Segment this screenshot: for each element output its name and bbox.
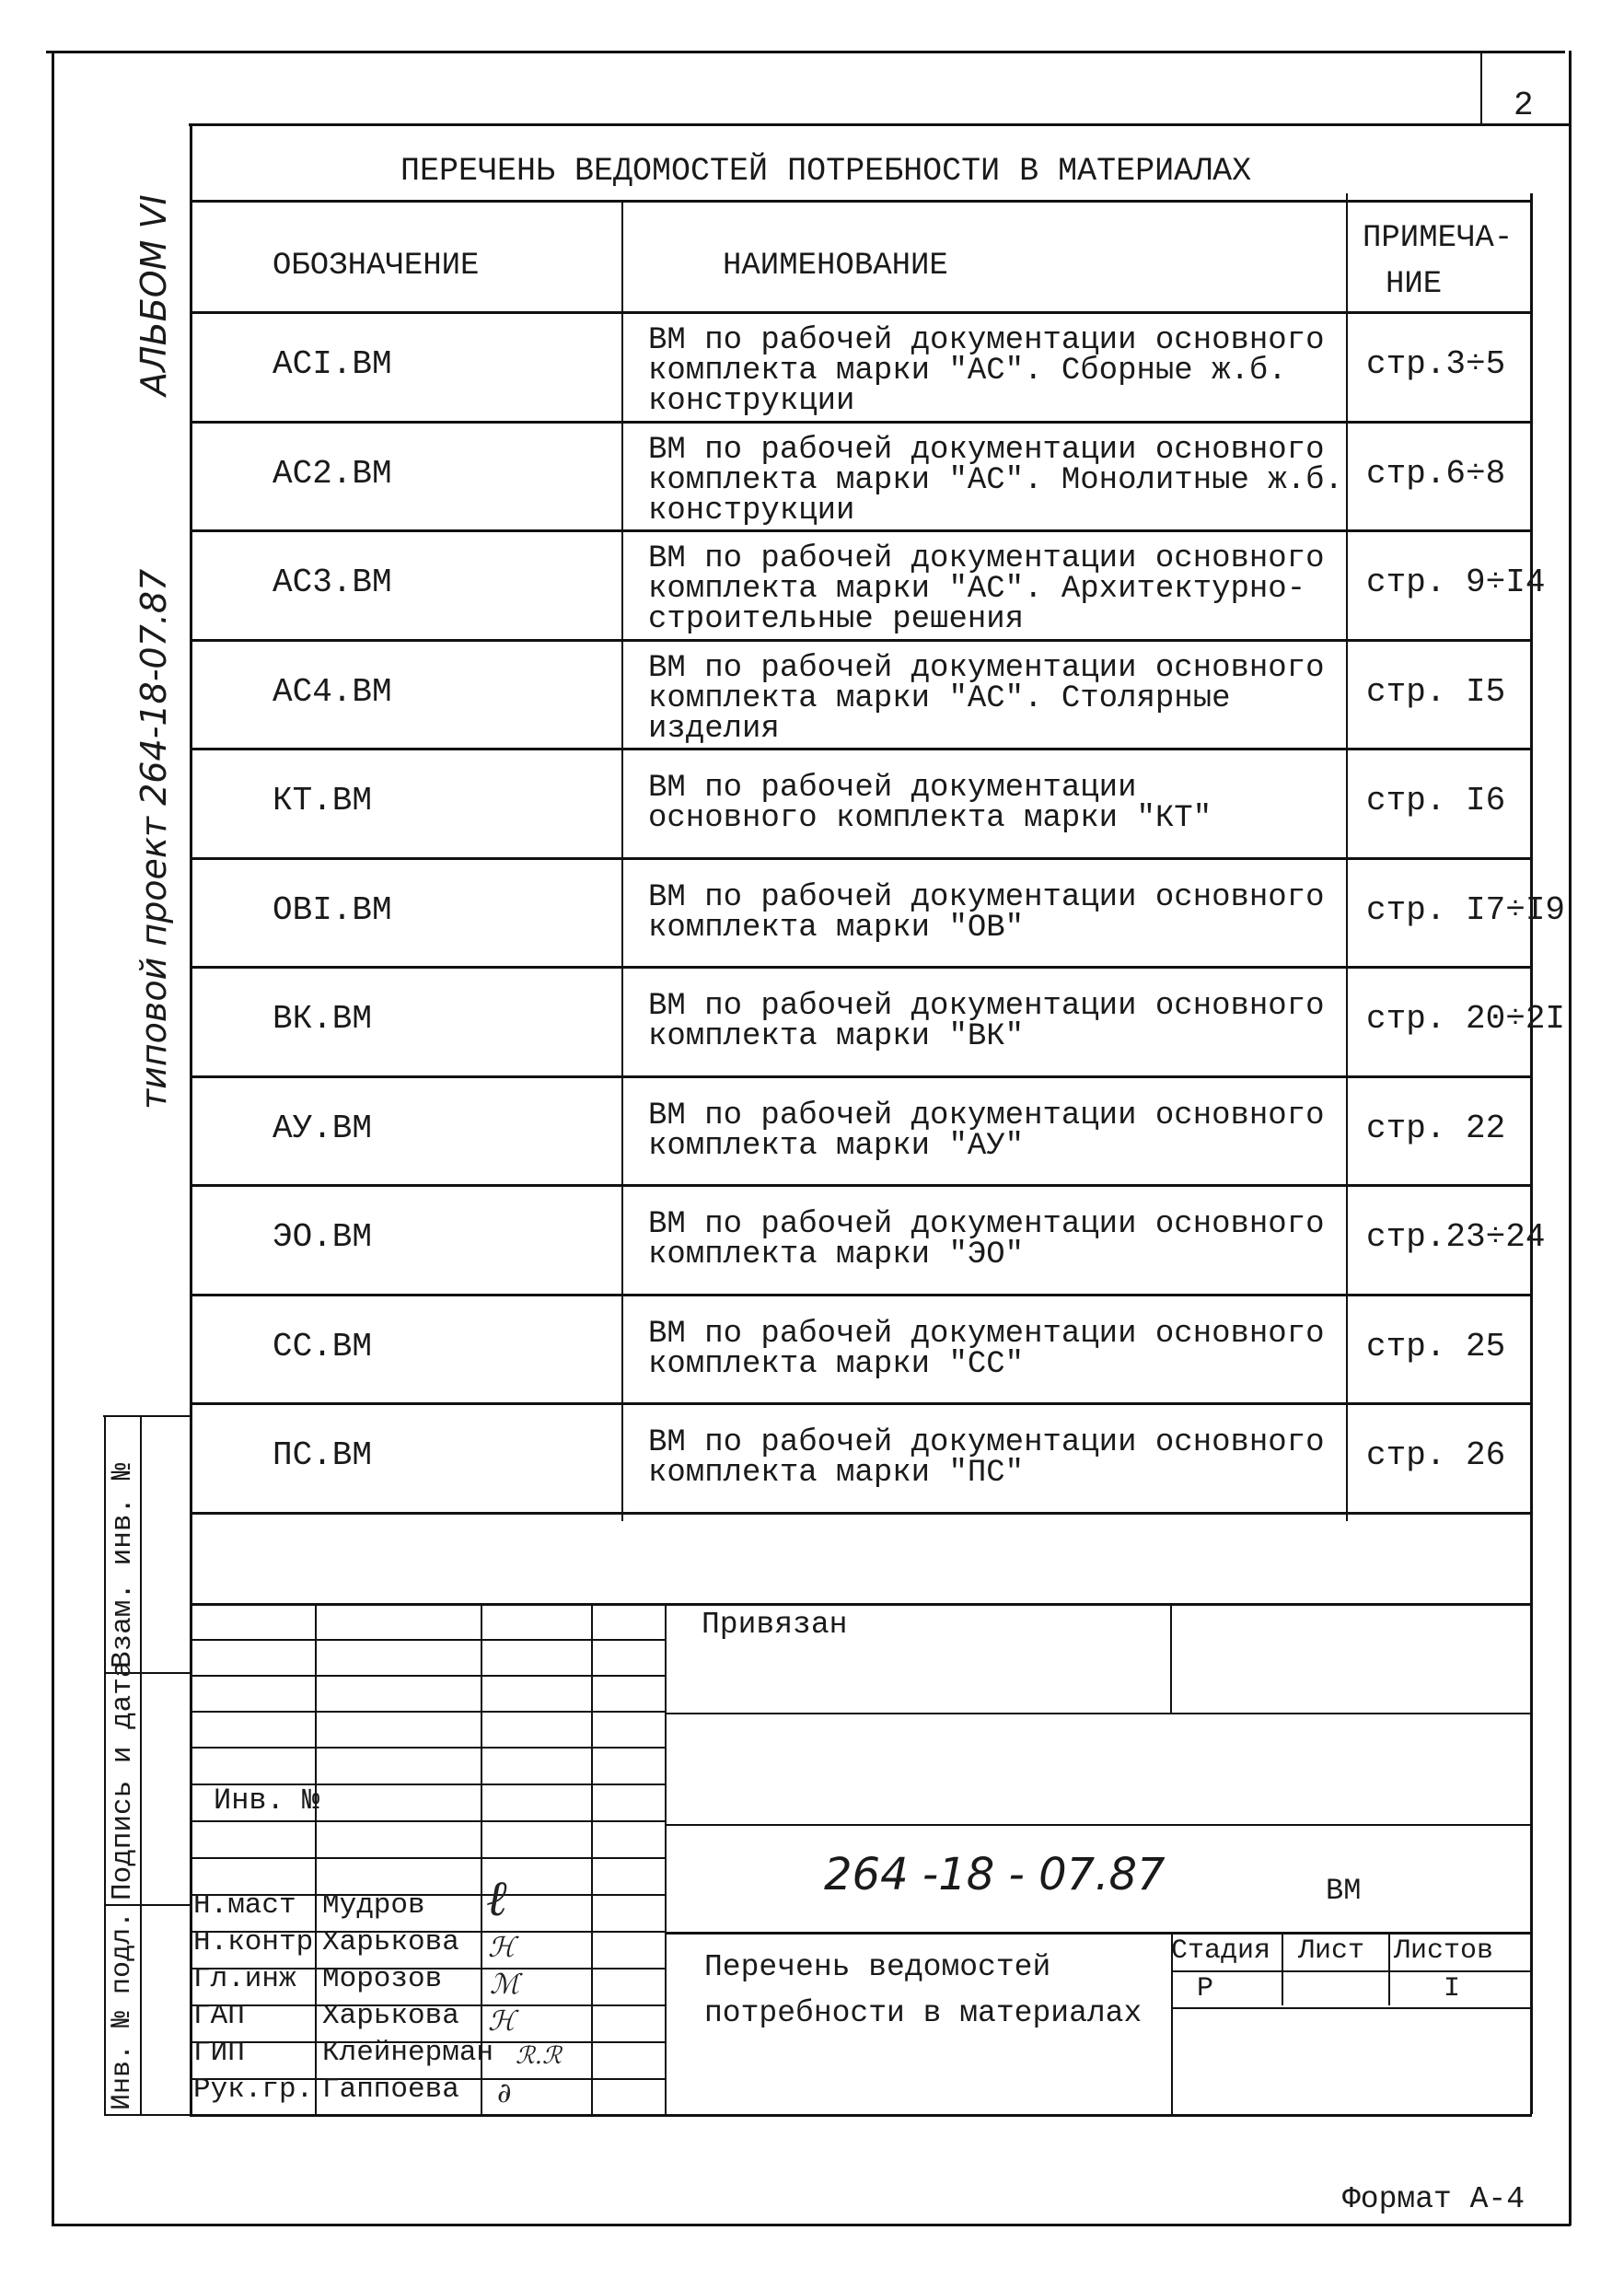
- signature-morozov: ℳ: [490, 1969, 520, 2001]
- doc-title-line1: Перечень ведомостей: [704, 1950, 1051, 1984]
- row-note: стр.23÷24: [1366, 1218, 1546, 1257]
- tb-grid-h6: [190, 1820, 667, 1822]
- title-bottom-line: [190, 200, 1532, 203]
- signature-harkova: ℋ: [488, 1932, 516, 1964]
- doc-title-line2: потребности в материалах: [704, 1996, 1143, 2030]
- sheet-label: Лист: [1298, 1935, 1365, 1967]
- col-divider-1: [621, 200, 623, 1521]
- row-code: ЭО.ВМ: [273, 1218, 373, 1257]
- signatory-name: Гаппоева: [322, 2074, 459, 2106]
- row-name: ВМ по рабочей документации основного комплекта марки "КТ": [648, 771, 1212, 836]
- tb-top-line: [190, 1603, 1532, 1606]
- header-note-line1: ПРИМЕЧА-: [1363, 221, 1514, 256]
- doc-code: 264 -18 - 07.87: [824, 1849, 1166, 1900]
- signature-gappoeva: ∂: [497, 2077, 512, 2109]
- header-bottom-line: [190, 311, 1532, 314]
- stage-label: Стадия: [1171, 1935, 1271, 1967]
- signatory-name: Клейнерман: [322, 2037, 494, 2069]
- signatory-role: ГИП: [193, 2037, 245, 2069]
- row-name: ВМ по рабочей документации основного комплекта марки "АС". Сборные ж.б. конструкции: [648, 323, 1325, 419]
- row-name: ВМ по рабочей документации основного комплекта марки "ВК": [648, 989, 1325, 1054]
- signature-mudrov: ℓ: [486, 1869, 507, 1927]
- signature-gip: ℛ.ℛ: [516, 2042, 562, 2070]
- signatory-role: ГАП: [193, 2000, 245, 2032]
- frame-left-line: [52, 51, 54, 2225]
- stage-header-bottom: [1171, 1970, 1532, 1972]
- doc-suffix: ВМ: [1326, 1874, 1362, 1908]
- page-title: ПЕРЕЧЕНЬ ВЕДОМОСТЕЙ ПОТРЕБНОСТИ В МАТЕРИАЛАХ: [400, 153, 1252, 190]
- signatory-role: Рук.гр.: [193, 2074, 314, 2106]
- signatory-role: Гл.инж: [193, 1963, 296, 1995]
- stage-col-3: [1388, 1932, 1390, 2005]
- signature-gap: ℋ: [488, 2005, 516, 2038]
- row-name: ВМ по рабочей документации основного комплекта марки "АС". Столярные изделия: [648, 650, 1325, 747]
- row-note: стр. 22: [1366, 1109, 1506, 1147]
- stage-values-bottom: [1171, 2007, 1532, 2009]
- inv-no-label: Инв. №: [214, 1784, 320, 1818]
- row-note: стр. I5: [1366, 672, 1506, 711]
- tb-grid-h1: [190, 1639, 667, 1641]
- row-note: стр. I6: [1366, 782, 1506, 820]
- row-name: ВМ по рабочей документации основного комплекта марки "АС". Монолитные ж.б. конструкции: [648, 432, 1343, 529]
- project-label: типовой проект 264-18-07.87: [133, 568, 174, 1110]
- tb-mid-line-2: [665, 1824, 1532, 1826]
- frame-right-line: [1569, 51, 1572, 2225]
- sheet-number: 2: [1514, 87, 1534, 124]
- row-name: ВМ по рабочей документации основного комплекта марки "СС": [648, 1316, 1325, 1382]
- privyazan-label: Привязан: [702, 1608, 848, 1642]
- album-label: АЛЬБОМ VI: [133, 194, 174, 396]
- row-divider: [190, 421, 1532, 424]
- row-code: АС3.ВМ: [273, 564, 392, 602]
- row-code: АС4.ВМ: [273, 672, 392, 711]
- row-code: ОВI.ВМ: [273, 890, 392, 929]
- header-code: ОБОЗНАЧЕНИЕ: [273, 249, 480, 284]
- side-stamp-vzam-inv: Взам. инв. №: [107, 1462, 139, 1668]
- row-divider: [190, 529, 1532, 532]
- row-code: АС2.ВМ: [273, 454, 392, 493]
- tb-bottom-line: [190, 2114, 1532, 2117]
- row-name: ВМ по рабочей документации основного комплекта марки "АС". Архитектурно- строительные решения: [648, 541, 1325, 637]
- tb-grid-h7: [190, 1857, 667, 1859]
- row-code: КТ.ВМ: [273, 782, 373, 820]
- signatory-name: Харькова: [322, 1926, 459, 1958]
- row-note: стр. 20÷2I: [1366, 1000, 1566, 1039]
- row-divider: [190, 1184, 1532, 1187]
- side-stamp-mid: [140, 1415, 142, 2115]
- side-stamp-podpis-data: Подпись и дата: [107, 1660, 139, 1900]
- row-name: ВМ по рабочей документации основного комплекта марки "ОВ": [648, 879, 1325, 946]
- privyazan-divider: [1170, 1603, 1172, 1714]
- sheet-number-box-bottom: [189, 123, 1569, 126]
- row-code: СС.ВМ: [273, 1327, 373, 1365]
- signatory-role: Н.маст: [193, 1889, 296, 1922]
- row-name: ВМ по рабочей документации основного комплекта марки "ЭО": [648, 1207, 1325, 1272]
- frame-top-line: [46, 51, 1565, 53]
- row-name: ВМ по рабочей документации основного комплекта марки "ПС": [648, 1425, 1325, 1491]
- row-note: стр. I7÷I9: [1366, 890, 1566, 929]
- signatory-role: Н.контр: [193, 1926, 314, 1958]
- tb-grid-h4: [190, 1747, 667, 1749]
- tb-mid-line-3: [665, 1932, 1532, 1935]
- row-code: АСI.ВМ: [273, 345, 392, 384]
- row-divider: [190, 1294, 1532, 1296]
- side-stamp-inv-podl: Инв. № подл.: [107, 1911, 138, 2110]
- tb-grid-h2: [190, 1675, 667, 1677]
- row-note: стр.3÷5: [1366, 345, 1506, 384]
- row-divider: [190, 857, 1532, 860]
- row-divider: [190, 748, 1532, 750]
- sheets-label: Листов: [1394, 1935, 1494, 1967]
- tb-mid-line-1: [665, 1713, 1532, 1714]
- row-divider: [190, 1402, 1532, 1405]
- side-stamp-top: [103, 1415, 191, 1417]
- row-note: стр.6÷8: [1366, 454, 1506, 493]
- side-stamp-div-2: [104, 1904, 191, 1906]
- signatory-name: Мудров: [322, 1889, 425, 1922]
- format-label: Формат А-4: [1342, 2182, 1525, 2216]
- row-name: ВМ по рабочей документации основного комплекта марки "АУ": [648, 1098, 1325, 1164]
- row-divider: [190, 1075, 1532, 1078]
- frame-bottom-line: [52, 2224, 1571, 2226]
- row-code: ВК.ВМ: [273, 1000, 373, 1039]
- row-note: стр. 9÷I4: [1366, 564, 1546, 602]
- row-divider: [190, 966, 1532, 969]
- header-name: НАИМЕНОВАНИЕ: [723, 249, 948, 284]
- header-note-line2: НИЕ: [1386, 267, 1443, 302]
- sheet-number-box-left: [1480, 51, 1482, 124]
- row-note: стр. 25: [1366, 1327, 1506, 1365]
- sheets-value: I: [1444, 1973, 1461, 2004]
- tb-grid-h3: [190, 1711, 667, 1713]
- stage-col-2: [1282, 1932, 1283, 2005]
- side-stamp-bottom: [104, 2114, 191, 2116]
- signatory-name: Харькова: [322, 2000, 459, 2032]
- side-stamp-left: [104, 1415, 106, 2115]
- row-code: ПС.ВМ: [273, 1436, 373, 1475]
- stage-value: Р: [1197, 1973, 1214, 2004]
- row-divider: [190, 1512, 1532, 1515]
- table-right-line: [1530, 193, 1533, 2114]
- row-divider: [190, 639, 1532, 642]
- row-code: АУ.ВМ: [273, 1109, 373, 1147]
- signatory-name: Морозов: [322, 1963, 443, 1995]
- row-note: стр. 26: [1366, 1436, 1506, 1475]
